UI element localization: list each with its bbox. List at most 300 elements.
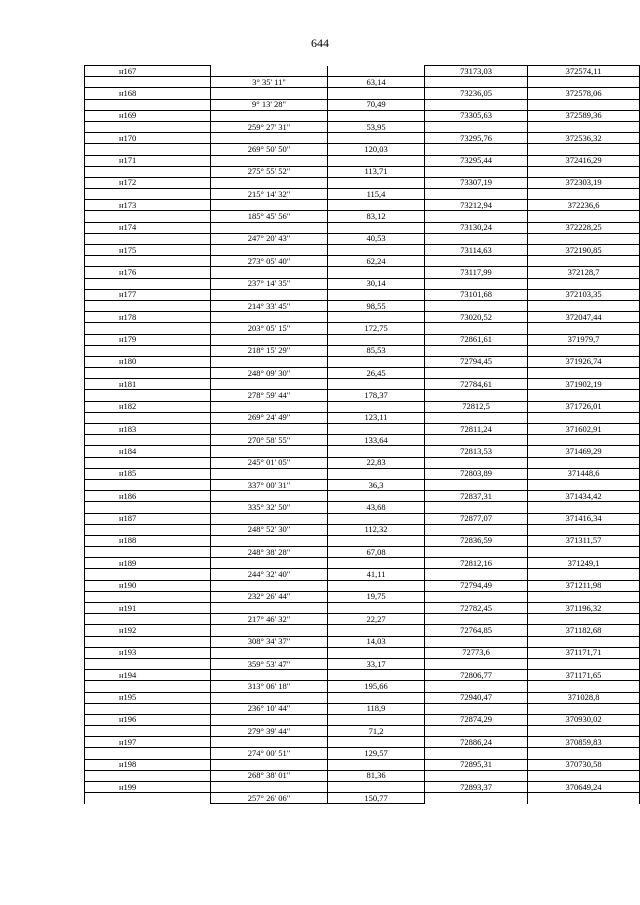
y-coordinate: 372190,85 xyxy=(528,245,640,256)
segment-row xyxy=(85,547,640,558)
point-row xyxy=(85,356,640,367)
direction-angle: 215° 14' 32" xyxy=(211,189,328,200)
empty-cell xyxy=(211,737,328,748)
x-coordinate: 72782,45 xyxy=(425,603,528,614)
empty-cell xyxy=(211,200,328,211)
empty-cell xyxy=(425,658,528,669)
empty-cell xyxy=(211,401,328,412)
segment-length: 53,95 xyxy=(328,121,425,132)
empty-cell xyxy=(425,479,528,490)
empty-cell xyxy=(328,603,425,614)
empty-cell xyxy=(425,300,528,311)
empty-cell xyxy=(85,412,211,423)
y-coordinate: 372128,7 xyxy=(528,267,640,278)
x-coordinate: 72837,31 xyxy=(425,491,528,502)
segment-length: 123,11 xyxy=(328,412,425,423)
empty-cell xyxy=(528,166,640,177)
point-name: н198 xyxy=(85,759,211,770)
point-name: н174 xyxy=(85,222,211,233)
empty-cell xyxy=(85,681,211,692)
direction-angle: 217° 46' 32" xyxy=(211,614,328,625)
direction-angle: 268° 38' 01" xyxy=(211,770,328,781)
segment-length: 26,45 xyxy=(328,368,425,379)
empty-cell xyxy=(328,222,425,233)
point-row xyxy=(85,535,640,546)
empty-cell xyxy=(211,88,328,99)
empty-cell xyxy=(85,614,211,625)
x-coordinate: 72811,24 xyxy=(425,424,528,435)
empty-cell xyxy=(528,569,640,580)
y-coordinate: 372228,25 xyxy=(528,222,640,233)
segment-row xyxy=(85,233,640,244)
y-coordinate: 371979,7 xyxy=(528,334,640,345)
empty-cell xyxy=(85,502,211,513)
empty-cell xyxy=(528,300,640,311)
point-row xyxy=(85,424,640,435)
empty-cell xyxy=(85,457,211,468)
segment-row xyxy=(85,211,640,222)
direction-angle: 185° 45' 56" xyxy=(211,211,328,222)
segment-length: 62,24 xyxy=(328,256,425,267)
x-coordinate: 73173,03 xyxy=(425,66,528,77)
empty-cell xyxy=(425,278,528,289)
point-name: н186 xyxy=(85,491,211,502)
direction-angle: 237° 14' 35" xyxy=(211,278,328,289)
segment-row xyxy=(85,457,640,468)
x-coordinate: 72874,29 xyxy=(425,714,528,725)
empty-cell xyxy=(528,457,640,468)
empty-cell xyxy=(425,726,528,737)
empty-cell xyxy=(328,737,425,748)
empty-cell xyxy=(425,547,528,558)
empty-cell xyxy=(211,513,328,524)
point-row xyxy=(85,737,640,748)
empty-cell xyxy=(85,591,211,602)
direction-angle: 218° 15' 29" xyxy=(211,345,328,356)
point-name: н193 xyxy=(85,647,211,658)
empty-cell xyxy=(85,323,211,334)
direction-angle: 275° 55' 52" xyxy=(211,166,328,177)
y-coordinate: 371249,1 xyxy=(528,558,640,569)
point-row xyxy=(85,580,640,591)
segment-row xyxy=(85,256,640,267)
empty-cell xyxy=(425,614,528,625)
empty-cell xyxy=(528,435,640,446)
segment-row xyxy=(85,189,640,200)
empty-cell xyxy=(528,121,640,132)
x-coordinate: 72940,47 xyxy=(425,692,528,703)
point-row xyxy=(85,558,640,569)
x-coordinate: 72794,45 xyxy=(425,356,528,367)
empty-cell xyxy=(528,412,640,423)
direction-angle: 274° 00' 51" xyxy=(211,748,328,759)
point-row xyxy=(85,245,640,256)
segment-row xyxy=(85,300,640,311)
empty-cell xyxy=(211,714,328,725)
x-coordinate: 73117,99 xyxy=(425,267,528,278)
x-coordinate: 72813,53 xyxy=(425,446,528,457)
x-coordinate: 73236,05 xyxy=(425,88,528,99)
segment-length: 70,49 xyxy=(328,99,425,110)
segment-row xyxy=(85,793,640,804)
x-coordinate: 72893,37 xyxy=(425,782,528,793)
y-coordinate: 371311,57 xyxy=(528,535,640,546)
segment-length: 133,64 xyxy=(328,435,425,446)
empty-cell xyxy=(211,580,328,591)
empty-cell xyxy=(425,256,528,267)
empty-cell xyxy=(211,535,328,546)
segment-row xyxy=(85,703,640,714)
point-row xyxy=(85,110,640,121)
empty-cell xyxy=(328,312,425,323)
empty-cell xyxy=(211,245,328,256)
empty-cell xyxy=(528,502,640,513)
direction-angle: 278° 59' 44" xyxy=(211,390,328,401)
x-coordinate: 72806,77 xyxy=(425,670,528,681)
direction-angle: 270° 58' 55" xyxy=(211,435,328,446)
segment-row xyxy=(85,166,640,177)
empty-cell xyxy=(328,670,425,681)
y-coordinate: 370649,24 xyxy=(528,782,640,793)
empty-cell xyxy=(528,233,640,244)
empty-cell xyxy=(211,468,328,479)
empty-cell xyxy=(211,625,328,636)
empty-cell xyxy=(85,166,211,177)
segment-length: 33,17 xyxy=(328,658,425,669)
y-coordinate: 371211,98 xyxy=(528,580,640,591)
point-name: н194 xyxy=(85,670,211,681)
empty-cell xyxy=(425,770,528,781)
point-name: н184 xyxy=(85,446,211,457)
segment-length: 30,14 xyxy=(328,278,425,289)
x-coordinate: 72812,5 xyxy=(425,401,528,412)
empty-cell xyxy=(425,412,528,423)
point-name: н185 xyxy=(85,468,211,479)
empty-cell xyxy=(85,524,211,535)
empty-cell xyxy=(528,390,640,401)
point-name: н177 xyxy=(85,289,211,300)
point-name: н182 xyxy=(85,401,211,412)
empty-cell xyxy=(211,110,328,121)
empty-cell xyxy=(328,513,425,524)
x-coordinate: 72886,24 xyxy=(425,737,528,748)
point-row xyxy=(85,334,640,345)
segment-length: 120,03 xyxy=(328,144,425,155)
point-name: н172 xyxy=(85,177,211,188)
empty-cell xyxy=(425,636,528,647)
empty-cell xyxy=(85,726,211,737)
x-coordinate: 72877,07 xyxy=(425,513,528,524)
empty-cell xyxy=(85,479,211,490)
empty-cell xyxy=(85,703,211,714)
x-coordinate: 73130,24 xyxy=(425,222,528,233)
segment-length: 115,4 xyxy=(328,189,425,200)
empty-cell xyxy=(328,133,425,144)
empty-cell xyxy=(211,424,328,435)
empty-cell xyxy=(85,748,211,759)
empty-cell xyxy=(328,110,425,121)
y-coordinate: 372416,29 xyxy=(528,155,640,166)
y-coordinate: 370859,83 xyxy=(528,737,640,748)
empty-cell xyxy=(528,479,640,490)
empty-cell xyxy=(425,368,528,379)
segment-row xyxy=(85,323,640,334)
empty-cell xyxy=(425,189,528,200)
empty-cell xyxy=(328,558,425,569)
point-name: н167 xyxy=(85,66,211,77)
point-name: н190 xyxy=(85,580,211,591)
direction-angle: 248° 52' 30" xyxy=(211,524,328,535)
empty-cell xyxy=(211,222,328,233)
y-coordinate: 371416,34 xyxy=(528,513,640,524)
point-name: н195 xyxy=(85,692,211,703)
direction-angle: 232° 26' 44" xyxy=(211,591,328,602)
empty-cell xyxy=(425,569,528,580)
direction-angle: 248° 09' 30" xyxy=(211,368,328,379)
empty-cell xyxy=(211,177,328,188)
empty-cell xyxy=(425,323,528,334)
direction-angle: 308° 34' 37" xyxy=(211,636,328,647)
y-coordinate: 370930,02 xyxy=(528,714,640,725)
segment-length: 41,11 xyxy=(328,569,425,580)
x-coordinate: 73114,63 xyxy=(425,245,528,256)
y-coordinate: 372578,06 xyxy=(528,88,640,99)
empty-cell xyxy=(425,390,528,401)
empty-cell xyxy=(528,99,640,110)
direction-angle: 9° 13' 28" xyxy=(211,99,328,110)
point-name: н189 xyxy=(85,558,211,569)
empty-cell xyxy=(85,189,211,200)
coordinates-table-body xyxy=(85,66,640,804)
direction-angle: 248° 38' 28" xyxy=(211,547,328,558)
empty-cell xyxy=(528,793,640,804)
point-name: н173 xyxy=(85,200,211,211)
empty-cell xyxy=(328,491,425,502)
empty-cell xyxy=(85,256,211,267)
segment-length: 98,55 xyxy=(328,300,425,311)
point-name: н180 xyxy=(85,356,211,367)
segment-row xyxy=(85,77,640,88)
y-coordinate: 372303,19 xyxy=(528,177,640,188)
empty-cell xyxy=(425,748,528,759)
segment-length: 67,08 xyxy=(328,547,425,558)
direction-angle: 313° 06' 18" xyxy=(211,681,328,692)
empty-cell xyxy=(211,558,328,569)
empty-cell xyxy=(85,435,211,446)
empty-cell xyxy=(328,692,425,703)
empty-cell xyxy=(85,636,211,647)
direction-angle: 214° 33' 45" xyxy=(211,300,328,311)
empty-cell xyxy=(425,77,528,88)
empty-cell xyxy=(528,748,640,759)
empty-cell xyxy=(85,300,211,311)
empty-cell xyxy=(85,99,211,110)
y-coordinate: 372574,11 xyxy=(528,66,640,77)
segment-length: 22,27 xyxy=(328,614,425,625)
point-name: н188 xyxy=(85,535,211,546)
direction-angle: 269° 50' 50" xyxy=(211,144,328,155)
empty-cell xyxy=(328,782,425,793)
page-number: 644 xyxy=(311,36,329,50)
empty-cell xyxy=(528,614,640,625)
y-coordinate: 371028,8 xyxy=(528,692,640,703)
segment-length: 81,36 xyxy=(328,770,425,781)
segment-row xyxy=(85,524,640,535)
point-row xyxy=(85,222,640,233)
empty-cell xyxy=(528,256,640,267)
direction-angle: 247° 20' 43" xyxy=(211,233,328,244)
y-coordinate: 371434,42 xyxy=(528,491,640,502)
x-coordinate: 73295,76 xyxy=(425,133,528,144)
empty-cell xyxy=(211,379,328,390)
x-coordinate: 73305,63 xyxy=(425,110,528,121)
point-row xyxy=(85,267,640,278)
point-row xyxy=(85,647,640,658)
empty-cell xyxy=(528,703,640,714)
empty-cell xyxy=(528,323,640,334)
point-name: н197 xyxy=(85,737,211,748)
empty-cell xyxy=(328,379,425,390)
empty-cell xyxy=(528,681,640,692)
empty-cell xyxy=(328,334,425,345)
point-name: н178 xyxy=(85,312,211,323)
empty-cell xyxy=(211,133,328,144)
segment-length: 118,9 xyxy=(328,703,425,714)
point-name: н191 xyxy=(85,603,211,614)
segment-row xyxy=(85,502,640,513)
segment-row xyxy=(85,681,640,692)
empty-cell xyxy=(328,155,425,166)
segment-length: 150,77 xyxy=(328,793,425,804)
point-row xyxy=(85,491,640,502)
empty-cell xyxy=(328,177,425,188)
empty-cell xyxy=(528,345,640,356)
segment-row xyxy=(85,636,640,647)
direction-angle: 244° 32' 40" xyxy=(211,569,328,580)
segment-length: 195,66 xyxy=(328,681,425,692)
empty-cell xyxy=(425,524,528,535)
point-name: н179 xyxy=(85,334,211,345)
x-coordinate: 73020,52 xyxy=(425,312,528,323)
empty-cell xyxy=(211,66,328,77)
empty-cell xyxy=(528,658,640,669)
segment-row xyxy=(85,658,640,669)
segment-row xyxy=(85,435,640,446)
x-coordinate: 73101,68 xyxy=(425,289,528,300)
empty-cell xyxy=(328,200,425,211)
empty-cell xyxy=(211,759,328,770)
segment-length: 178,37 xyxy=(328,390,425,401)
y-coordinate: 371448,6 xyxy=(528,468,640,479)
empty-cell xyxy=(211,267,328,278)
point-row xyxy=(85,782,640,793)
segment-row xyxy=(85,278,640,289)
direction-angle: 3° 35' 11" xyxy=(211,77,328,88)
y-coordinate: 371171,65 xyxy=(528,670,640,681)
empty-cell xyxy=(211,289,328,300)
x-coordinate: 73212,94 xyxy=(425,200,528,211)
x-coordinate: 72794,49 xyxy=(425,580,528,591)
empty-cell xyxy=(425,121,528,132)
empty-cell xyxy=(85,345,211,356)
segment-row xyxy=(85,614,640,625)
empty-cell xyxy=(328,289,425,300)
x-coordinate: 72895,31 xyxy=(425,759,528,770)
direction-angle: 236° 10' 44" xyxy=(211,703,328,714)
point-name: н192 xyxy=(85,625,211,636)
point-row xyxy=(85,66,640,77)
empty-cell xyxy=(328,267,425,278)
segment-length: 113,71 xyxy=(328,166,425,177)
empty-cell xyxy=(425,211,528,222)
empty-cell xyxy=(328,356,425,367)
empty-cell xyxy=(528,591,640,602)
point-row xyxy=(85,625,640,636)
y-coordinate: 372589,36 xyxy=(528,110,640,121)
x-coordinate: 73307,19 xyxy=(425,177,528,188)
empty-cell xyxy=(328,714,425,725)
y-coordinate: 371726,01 xyxy=(528,401,640,412)
point-name: н168 xyxy=(85,88,211,99)
segment-row xyxy=(85,99,640,110)
empty-cell xyxy=(328,245,425,256)
x-coordinate: 72803,89 xyxy=(425,468,528,479)
point-row xyxy=(85,446,640,457)
empty-cell xyxy=(211,155,328,166)
empty-cell xyxy=(328,647,425,658)
direction-angle: 259° 27' 31" xyxy=(211,121,328,132)
point-row xyxy=(85,177,640,188)
segment-row xyxy=(85,121,640,132)
x-coordinate: 73295,44 xyxy=(425,155,528,166)
direction-angle: 279° 39' 44" xyxy=(211,726,328,737)
point-name: н175 xyxy=(85,245,211,256)
y-coordinate: 372536,32 xyxy=(528,133,640,144)
x-coordinate: 72836,59 xyxy=(425,535,528,546)
empty-cell xyxy=(328,66,425,77)
empty-cell xyxy=(425,99,528,110)
empty-cell xyxy=(425,591,528,602)
segment-length: 71,2 xyxy=(328,726,425,737)
direction-angle: 257° 26' 06" xyxy=(211,793,328,804)
point-name: н170 xyxy=(85,133,211,144)
empty-cell xyxy=(425,793,528,804)
x-coordinate: 72861,61 xyxy=(425,334,528,345)
point-row xyxy=(85,714,640,725)
segment-length: 83,12 xyxy=(328,211,425,222)
y-coordinate: 371196,32 xyxy=(528,603,640,614)
empty-cell xyxy=(425,435,528,446)
empty-cell xyxy=(528,144,640,155)
y-coordinate: 371926,74 xyxy=(528,356,640,367)
empty-cell xyxy=(528,189,640,200)
segment-length: 63,14 xyxy=(328,77,425,88)
empty-cell xyxy=(85,569,211,580)
segment-row xyxy=(85,144,640,155)
segment-length: 112,32 xyxy=(328,524,425,535)
point-row xyxy=(85,289,640,300)
empty-cell xyxy=(328,424,425,435)
empty-cell xyxy=(85,121,211,132)
direction-angle: 245° 01' 05" xyxy=(211,457,328,468)
empty-cell xyxy=(85,547,211,558)
segment-length: 172,75 xyxy=(328,323,425,334)
empty-cell xyxy=(85,770,211,781)
y-coordinate: 372103,35 xyxy=(528,289,640,300)
segment-length: 19,75 xyxy=(328,591,425,602)
empty-cell xyxy=(211,782,328,793)
empty-cell xyxy=(85,368,211,379)
